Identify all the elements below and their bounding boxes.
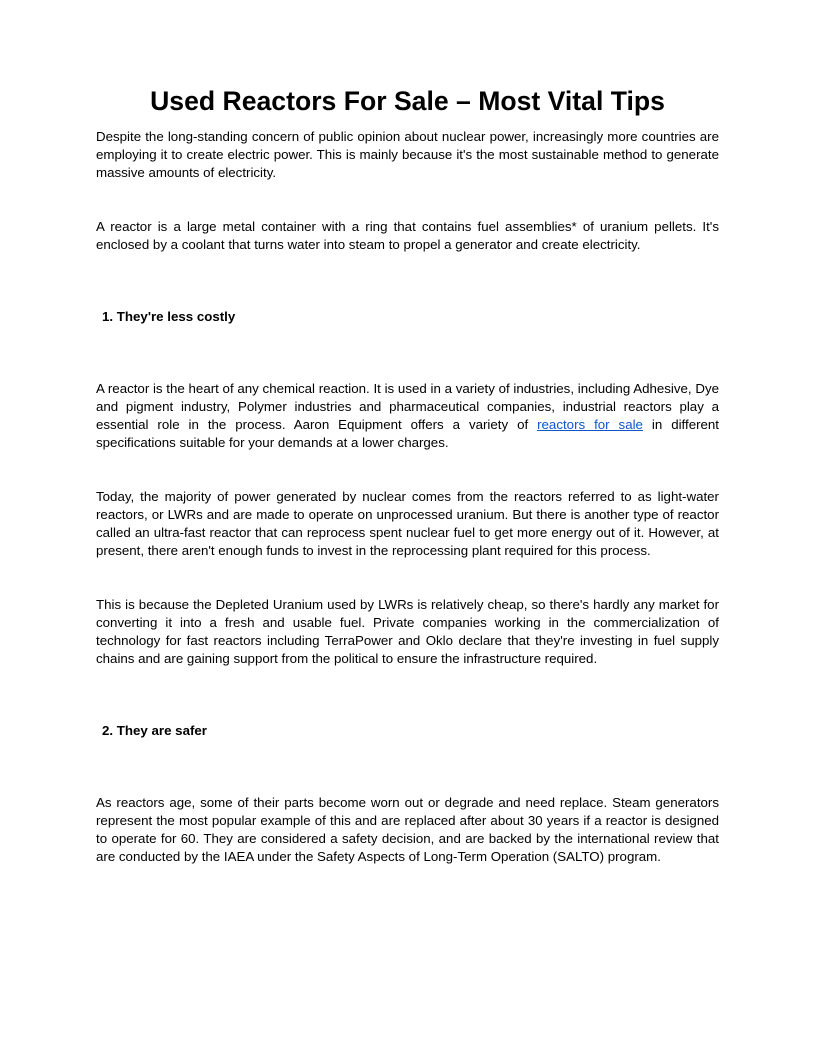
depleted-uranium-paragraph: This is because the Depleted Uranium used by LWRs is relatively cheap, so there's hardly any market for converting it into a fresh and usable fuel. Private companies working in the commercialization of technology for fast reactors including TerraPower and Oklo declare that they're investing in fuel supply chains and are gaining support from the political to ensure the infrastructure required. xyxy=(96,597,719,666)
chemical-paragraph-text-after: in different specifications suitable for your demands at a lower charges. xyxy=(96,417,719,450)
spacer xyxy=(96,740,719,794)
section-heading-less-costly: 1. They're less costly xyxy=(102,309,236,324)
reactor-aging-paragraph: As reactors age, some of their parts become worn out or degrade and need replace. Steam generators represent the most popular example of this and are replaced after about 30 years if a reactor is designed to operate for 60. They are considered a safety decision, and are backed by the international review that are conducted by the IAEA under the Safety Aspects of Long-Term Operation (SALTO) program. xyxy=(96,795,719,864)
light-water-reactor-paragraph: Today, the majority of power generated by nuclear comes from the reactors referred to as light-water reactors, or LWRs and are made to operate on unprocessed uranium. But there is another type of reactor called an ultra-fast reactor that can reprocess spent nuclear fuel to get more energy out of it. However, at present, there aren't enough funds to invest in the reprocessing plant required for this process. xyxy=(96,489,719,558)
intro-paragraph: Despite the long-standing concern of public opinion about nuclear power, increasingly more countries are employing it to create electric power. This is mainly because it's the most sustainable method to generate massive amounts of electricity. xyxy=(96,129,719,180)
spacer xyxy=(96,182,719,218)
spacer xyxy=(96,326,719,380)
spacer xyxy=(96,452,719,488)
chemical-paragraph-text-before: A reactor is the heart of any chemical reaction. It is used in a variety of industries, including Adhesive, Dye and pigment industry, Polymer industries and pharmaceutical companies, industrial reactors play a essential role in the process. Aaron Equipment offers a variety of xyxy=(96,381,719,432)
spacer xyxy=(96,254,719,308)
reactor-definition-paragraph: A reactor is a large metal container with a ring that contains fuel assemblies* of uranium pellets. It's enclosed by a coolant that turns water into steam to propel a generator and create electricity. xyxy=(96,219,719,252)
document-body xyxy=(96,86,719,866)
section-heading-safer: 2. They are safer xyxy=(102,723,207,738)
chemical-reaction-paragraph xyxy=(96,380,719,452)
document-title: Used Reactors For Sale – Most Vital Tips xyxy=(150,86,665,116)
reactors-for-sale-link[interactable]: reactors for sale xyxy=(537,417,643,432)
spacer xyxy=(96,668,719,722)
spacer xyxy=(96,560,719,596)
